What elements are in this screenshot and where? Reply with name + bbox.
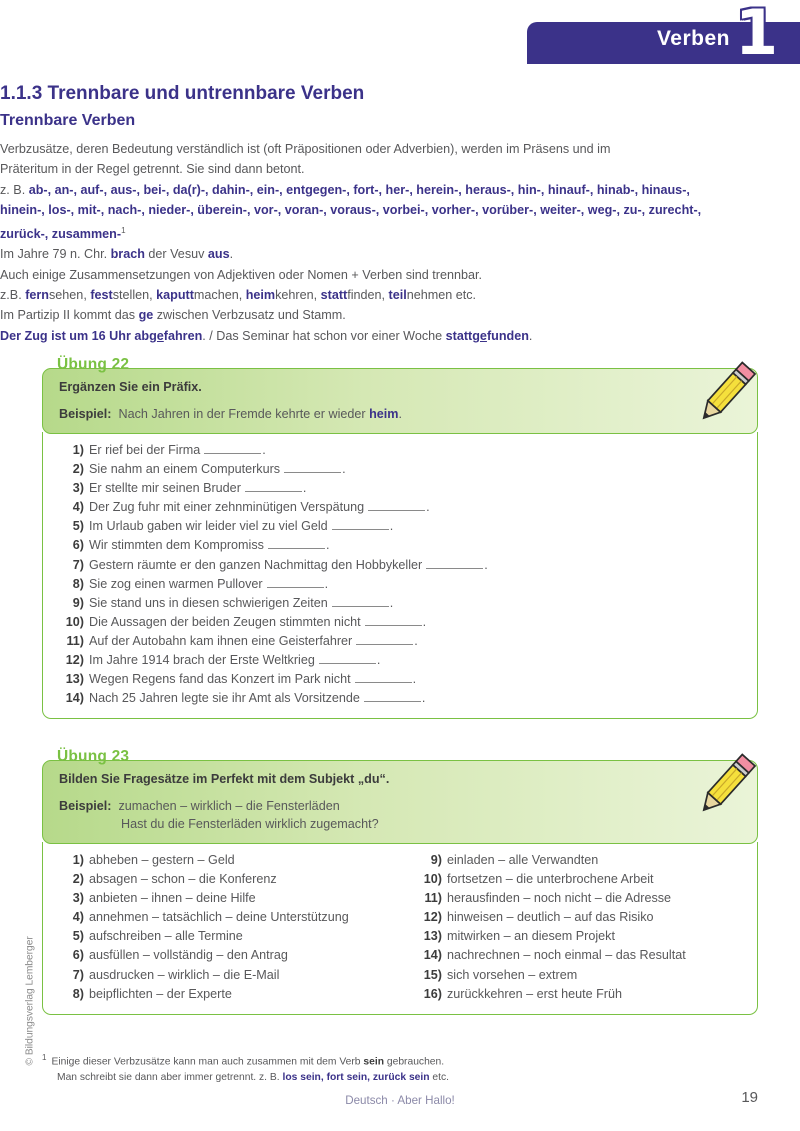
- exercise-22-label: Übung 22: [57, 356, 130, 373]
- prefix-list-line-3: [0, 221, 716, 245]
- compound-examples: [25, 288, 476, 302]
- item-tail: .: [325, 538, 330, 553]
- item-number: 8): [72, 986, 84, 1001]
- intro-line-1: Verbzusätze, deren Bedeutung verständlich ist (oft Präpositionen oder Adverbien), werden im Präsens und im: [0, 142, 611, 156]
- item-text: mitwirken – an diesem Projekt: [447, 929, 615, 944]
- answer-blank[interactable]: [364, 701, 421, 702]
- line5-fahren: fahren: [163, 328, 203, 343]
- footnote-examples: los sein, fort sein, zurück sein: [282, 1072, 430, 1084]
- item-number: 3): [72, 891, 84, 906]
- prefix-list-part-3: zurück-, zusammen-: [0, 226, 122, 241]
- line5-d: .: [528, 328, 533, 343]
- item-number: 12): [65, 653, 84, 668]
- intro-line-3: Auch einige Zusammensetzungen von Adjektiven oder Nomen + Verben sind trennbar.: [0, 267, 483, 282]
- item-number: 5): [72, 519, 84, 534]
- footnote-marker: 1: [42, 1053, 47, 1062]
- item-number: 9): [72, 595, 84, 610]
- exercise-23-example-line-2: Hast du die Fensterläden wirklich zugemacht?: [121, 817, 379, 831]
- ge-token: ge: [138, 308, 154, 323]
- item-text: anbieten – ihnen – deine Hilfe: [89, 891, 256, 906]
- answer-blank[interactable]: [426, 568, 483, 569]
- item-text: zurückkehren – erst heute Früh: [447, 986, 623, 1001]
- exercise-22-example-label: Beispiel:: [59, 407, 112, 421]
- compound-0-rest: sehen,: [49, 288, 91, 303]
- compound-2-rest: machen,: [193, 288, 246, 303]
- intro-text: [0, 139, 716, 346]
- exercise-22-answer-box: [42, 432, 758, 719]
- prefix-list-line-1: [0, 180, 716, 200]
- answer-blank[interactable]: [332, 529, 389, 530]
- footnote-bold-sein: sein: [363, 1056, 384, 1068]
- item-tail: .: [412, 672, 417, 687]
- item-tail: .: [422, 614, 427, 629]
- list-item[interactable]: [417, 946, 741, 965]
- line5-ab: ab: [134, 328, 150, 343]
- list-item[interactable]: [59, 689, 741, 708]
- item-number: 10): [423, 872, 442, 887]
- example-vesuv-e: .: [229, 247, 234, 262]
- item-text: Der Zug fuhr mit einer zehnminütigen Verspätung: [89, 500, 365, 515]
- intro-line-4-b: zwischen Verbzusatz und Stamm.: [153, 308, 346, 323]
- item-number: 1): [72, 443, 84, 457]
- list-item[interactable]: [59, 908, 400, 927]
- exercise-22-example: [59, 407, 741, 421]
- item-text: Er stellte mir seinen Bruder: [89, 481, 241, 496]
- line5-ist: ist: [51, 328, 66, 343]
- item-number: 11): [424, 891, 442, 906]
- compound-4-bold: statt: [320, 288, 348, 303]
- item-number: 6): [72, 948, 84, 963]
- compound-5-rest: nehmen etc.: [406, 288, 477, 303]
- item-text: sich vorsehen – extrem: [447, 967, 578, 982]
- page-subtitle: Trennbare Verben: [0, 112, 136, 129]
- item-number: 13): [65, 672, 84, 687]
- item-number: 15): [423, 967, 442, 982]
- item-number: 14): [423, 948, 442, 963]
- item-text: herausfinden – noch nicht – die Adresse: [447, 891, 672, 906]
- list-item[interactable]: [59, 985, 400, 1004]
- exercise-23-task-title: Bilden Sie Fragesätze im Perfekt mit dem Subjekt „du“.: [59, 772, 390, 786]
- ex22-example-a: Nach Jahren in der Fremde kehrte er wieder: [118, 407, 370, 421]
- zb-label: z. B.: [0, 182, 26, 197]
- example-vesuv-verb: brach: [110, 247, 145, 262]
- compound-5-bold: teil: [388, 288, 407, 303]
- answer-blank[interactable]: [284, 472, 341, 473]
- prefix-list-line-2: hinein-, los-, mit-, nach-, nieder-, überein-, vor-, voran-, voraus-, vorbei-, vorher-, vorüber-, weiter-, weg-, zu-, zurecht-,: [0, 203, 702, 218]
- compound-4-rest: finden,: [347, 288, 389, 303]
- item-number: 8): [72, 576, 84, 591]
- answer-blank[interactable]: [268, 548, 325, 549]
- list-item[interactable]: [417, 851, 741, 870]
- page-number: 19: [741, 1089, 758, 1106]
- ex22-example-highlight: heim: [369, 407, 399, 421]
- item-tail: .: [389, 519, 394, 534]
- ex22-example-b: .: [398, 407, 402, 421]
- line5-funden: funden: [486, 328, 529, 343]
- item-tail: .: [414, 633, 418, 648]
- item-text: annehmen – tatsächlich – deine Unterstützung: [89, 910, 349, 925]
- item-text: fortsetzen – die unterbrochene Arbeit: [447, 872, 654, 887]
- intro-line-2: Präteritum in der Regel getrennt. Sie sind dann betont.: [0, 162, 305, 177]
- item-tail: .: [342, 462, 346, 477]
- item-number: 11): [66, 633, 84, 648]
- exercise-23-right-column[interactable]: [400, 851, 741, 1004]
- chapter-number: 1: [735, 0, 779, 69]
- footnote-line-1-a: Einige dieser Verbzusätze kann man auch zusammen mit dem Verb: [51, 1056, 364, 1068]
- compound-0-bold: fern: [25, 288, 49, 303]
- list-item[interactable]: [59, 498, 741, 517]
- answer-blank[interactable]: [267, 587, 324, 588]
- line5-ge2: ge: [472, 328, 487, 343]
- exercise-23-task-box: [42, 760, 758, 844]
- item-tail: .: [262, 443, 266, 457]
- footnote-line-2-a: Man schreibt sie dann aber immer getrennt. z. B.: [57, 1072, 283, 1084]
- exercise-23-columns: [59, 851, 741, 1004]
- item-text: Die Aussagen der beiden Zeugen stimmten nicht: [89, 614, 361, 629]
- item-text: Sie stand uns in diesen schwierigen Zeiten: [89, 595, 328, 610]
- footer-title: Deutsch · Aber Hallo!: [345, 1094, 455, 1107]
- list-item[interactable]: [59, 651, 741, 670]
- list-item[interactable]: [59, 613, 741, 632]
- line5-ge: ge: [149, 328, 164, 343]
- exercise-23-block: [42, 760, 758, 1015]
- compound-1-rest: stellen,: [112, 288, 157, 303]
- item-number: 16): [423, 986, 442, 1001]
- footnote-line-1-b: gebrauchen.: [384, 1056, 445, 1068]
- exercise-23-example: [59, 799, 741, 813]
- list-item[interactable]: [59, 889, 400, 908]
- example-vesuv-prefix: aus: [207, 247, 230, 262]
- item-number: 10): [65, 614, 84, 629]
- prefix-list-part-1: ab-, an-, auf-, aus-, bei-, da(r)-, dahin-, ein-, entgegen-, fort-, her-, herein-, heraus-, hin-, hinauf-, hinab-, hinaus-,: [28, 182, 690, 197]
- exercise-23-label: Übung 23: [57, 748, 130, 765]
- list-item[interactable]: [59, 851, 400, 870]
- list-item[interactable]: [417, 908, 741, 927]
- list-item[interactable]: [59, 946, 400, 965]
- answer-blank[interactable]: [245, 491, 302, 492]
- answer-blank[interactable]: [365, 625, 422, 626]
- line5-b: um 16 Uhr: [65, 328, 135, 343]
- copyright-notice: © Bildungsverlag Lemberger: [24, 936, 36, 1066]
- item-tail: .: [421, 691, 426, 706]
- item-text: Im Urlaub gaben wir leider viel zu viel Geld: [89, 519, 328, 534]
- list-item[interactable]: [59, 575, 741, 594]
- item-tail: .: [302, 481, 307, 496]
- pencil-icon: [686, 744, 764, 822]
- footnote-line-2: [42, 1070, 642, 1086]
- footnote-line-1: [42, 1050, 642, 1070]
- example-vesuv-a: Im Jahre 79 n. Chr.: [0, 247, 111, 262]
- exercise-23-example-label: Beispiel:: [59, 799, 112, 813]
- answer-blank[interactable]: [356, 644, 413, 645]
- list-item[interactable]: [59, 441, 741, 460]
- item-text: Wir stimmten dem Kompromiss: [89, 538, 264, 553]
- line5-a: Der Zug: [0, 328, 52, 343]
- item-text: Er rief bei der Firma: [89, 443, 201, 457]
- list-item[interactable]: [59, 517, 741, 536]
- intro-line-5: [0, 326, 716, 346]
- answer-blank[interactable]: [204, 453, 261, 454]
- answer-blank[interactable]: [332, 606, 389, 607]
- item-text: ausfüllen – vollständig – den Antrag: [89, 948, 288, 963]
- list-item[interactable]: [59, 632, 741, 651]
- item-number: 14): [65, 691, 84, 706]
- item-text: Sie zog einen warmen Pullover: [89, 576, 263, 591]
- exercise-22-item-list[interactable]: [59, 441, 741, 708]
- item-text: aufschreiben – alle Termine: [89, 929, 243, 944]
- item-text: Im Jahre 1914 brach der Erste Weltkrieg: [89, 653, 315, 668]
- item-text: ausdrucken – wirklich – die E-Mail: [89, 967, 280, 982]
- list-item[interactable]: [59, 460, 741, 479]
- example-vesuv-c: der Vesuv: [144, 247, 208, 262]
- example-vesuv: [0, 244, 716, 264]
- list-item[interactable]: [59, 966, 400, 985]
- item-text: absagen – schon – die Konferenz: [89, 872, 277, 887]
- answer-blank[interactable]: [319, 663, 376, 664]
- item-text: hinweisen – deutlich – auf das Risiko: [447, 910, 654, 925]
- footnote-ref: 1: [121, 225, 126, 235]
- pencil-icon: [686, 352, 764, 430]
- page-title: 1.1.3 Trennbare und untrennbare Verben: [0, 83, 365, 104]
- item-text: Wegen Regens fand das Konzert im Park nicht: [89, 672, 351, 687]
- list-item[interactable]: [417, 966, 741, 985]
- list-item[interactable]: [417, 985, 741, 1004]
- item-text: Nach 25 Jahren legte sie ihr Amt als Vorsitzende: [89, 691, 360, 706]
- item-number: 12): [423, 910, 442, 925]
- footnote-line-2-b: etc.: [429, 1072, 450, 1084]
- exercise-22-example-text: [119, 407, 403, 421]
- item-text: Sie nahm an einem Computerkurs: [89, 462, 281, 477]
- item-text: Gestern räumte er den ganzen Nachmittag den Hobbykeller: [89, 557, 423, 572]
- exercise-22-task-title: Ergänzen Sie ein Präfix.: [59, 380, 202, 394]
- item-number: 7): [72, 557, 84, 572]
- compound-2-bold: kaputt: [156, 288, 194, 303]
- exercise-23-example-line-1: zumachen – wirklich – die Fensterläden: [118, 799, 340, 813]
- intro-line-4-a: Im Partizip II kommt das: [0, 308, 139, 323]
- item-number: 3): [72, 481, 84, 496]
- list-item[interactable]: [59, 556, 741, 575]
- item-number: 2): [72, 462, 84, 477]
- list-item[interactable]: [59, 927, 400, 946]
- compound-examples-line: [0, 285, 716, 305]
- item-number: 5): [72, 929, 84, 944]
- exercise-23-answer-box: [42, 842, 758, 1015]
- item-number: 9): [430, 853, 442, 867]
- exercise-22-task-box: [42, 368, 758, 434]
- compound-3-bold: heim: [245, 288, 276, 303]
- list-item[interactable]: [59, 479, 741, 498]
- item-text: nachrechnen – noch einmal – das Resultat: [447, 948, 686, 963]
- exercise-23-left-column[interactable]: [59, 851, 400, 1004]
- item-number: 4): [72, 910, 84, 925]
- list-item[interactable]: [59, 536, 741, 555]
- list-item[interactable]: [417, 927, 741, 946]
- list-item[interactable]: [59, 670, 741, 689]
- intro-line-4: [0, 305, 716, 325]
- item-tail: .: [389, 595, 394, 610]
- item-text: Auf der Autobahn kam ihnen eine Geisterfahrer: [89, 633, 353, 648]
- list-item[interactable]: [417, 889, 741, 908]
- line5-statt: statt: [445, 328, 473, 343]
- compound-3-rest: kehren,: [275, 288, 321, 303]
- item-number: 2): [72, 872, 84, 887]
- exercise-22-block: [42, 368, 758, 719]
- answer-blank[interactable]: [368, 510, 425, 511]
- item-number: 4): [72, 500, 84, 515]
- list-item[interactable]: [59, 594, 741, 613]
- item-tail: .: [484, 557, 488, 572]
- item-number: 7): [72, 967, 84, 982]
- answer-blank[interactable]: [355, 682, 412, 683]
- compound-1-bold: fest: [90, 288, 113, 303]
- zb-label-2: z.B.: [0, 288, 22, 303]
- list-item[interactable]: [417, 870, 741, 889]
- item-number: 13): [423, 929, 442, 944]
- item-tail: .: [324, 576, 329, 591]
- item-text: einladen – alle Verwandten: [447, 853, 599, 867]
- line5-c: . / Das Seminar hat schon vor einer Woche: [202, 328, 446, 343]
- item-number: 6): [72, 538, 84, 553]
- item-number: 1): [72, 853, 84, 867]
- item-tail: .: [376, 653, 381, 668]
- list-item[interactable]: [59, 870, 400, 889]
- chapter-header-title: Verben: [656, 27, 730, 50]
- footnote: [42, 1050, 642, 1086]
- item-text: beipflichten – der Experte: [89, 986, 232, 1001]
- item-text: abheben – gestern – Geld: [89, 853, 235, 867]
- item-tail: .: [426, 500, 430, 515]
